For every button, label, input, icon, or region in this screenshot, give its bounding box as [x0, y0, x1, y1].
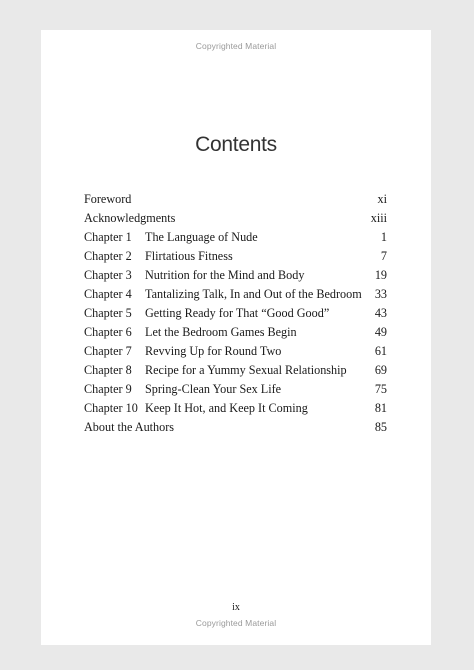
page-number: ix — [232, 602, 240, 613]
toc-entry-page-number: 61 — [374, 344, 387, 358]
toc-entry-label: Chapter 2 — [84, 249, 132, 263]
toc-entry-title: Let the Bedroom Games Begin — [145, 325, 297, 339]
toc-entry-page-number: 33 — [374, 287, 387, 301]
toc-entry-label: Chapter 6 — [84, 325, 132, 339]
toc-entry-page-number: xiii — [370, 211, 387, 225]
toc-entry-page-number: 1 — [380, 230, 387, 244]
toc-entry-label: Foreword — [84, 192, 132, 206]
toc-entry-title: Getting Ready for That “Good Good” — [145, 306, 330, 320]
toc-entry-page-number: 43 — [374, 306, 387, 320]
toc-entry — [84, 190, 387, 209]
book-page — [41, 30, 431, 645]
toc-entry-label: Chapter 7 — [84, 344, 132, 358]
toc-entry — [84, 380, 387, 399]
toc-entry — [84, 228, 387, 247]
toc-entry — [84, 285, 387, 304]
toc-entry-label: Chapter 10 — [84, 401, 138, 415]
toc-entry-page-number: 75 — [374, 382, 387, 396]
table-of-contents — [84, 190, 387, 437]
toc-entry-page-number: 19 — [374, 268, 387, 282]
toc-entry — [84, 266, 387, 285]
toc-entry — [84, 304, 387, 323]
toc-entry-page-number: 7 — [380, 249, 387, 263]
toc-entry-title: Keep It Hot, and Keep It Coming — [145, 401, 308, 415]
toc-entry-page-number: 69 — [374, 363, 387, 377]
page-title: Contents — [195, 133, 277, 156]
toc-entry-page-number: 81 — [374, 401, 387, 415]
toc-entry-label: Chapter 9 — [84, 382, 132, 396]
toc-entry-label: Chapter 1 — [84, 230, 132, 244]
toc-entry — [84, 418, 387, 437]
toc-entry — [84, 247, 387, 266]
toc-entry-label: About the Authors — [84, 420, 175, 434]
toc-entry-title: Nutrition for the Mind and Body — [145, 268, 305, 282]
toc-entry — [84, 342, 387, 361]
toc-entry-title: Flirtatious Fitness — [145, 249, 233, 263]
toc-entry-title: Tantalizing Talk, In and Out of the Bedroom — [145, 287, 362, 301]
toc-entry-title: Recipe for a Yummy Sexual Relationship — [145, 363, 347, 377]
toc-entry-label: Chapter 8 — [84, 363, 132, 377]
toc-entry-label: Acknowledgments — [84, 211, 176, 225]
toc-entry-label: Chapter 3 — [84, 268, 132, 282]
copyright-watermark-bottom: Copyrighted Material — [195, 618, 277, 628]
toc-entry — [84, 361, 387, 380]
toc-entry-title: Revving Up for Round Two — [145, 344, 282, 358]
toc-entry-page-number: xi — [377, 192, 387, 206]
toc-entry — [84, 209, 387, 228]
toc-entry-label: Chapter 5 — [84, 306, 132, 320]
toc-entry-title: The Language of Nude — [145, 230, 258, 244]
toc-entry — [84, 323, 387, 342]
toc-entry — [84, 399, 387, 418]
toc-entry-label: Chapter 4 — [84, 287, 132, 301]
toc-entry-page-number: 85 — [374, 420, 387, 434]
toc-entry-page-number: 49 — [374, 325, 387, 339]
copyright-watermark-top: Copyrighted Material — [195, 41, 277, 51]
toc-entry-title: Spring-Clean Your Sex Life — [145, 382, 282, 396]
